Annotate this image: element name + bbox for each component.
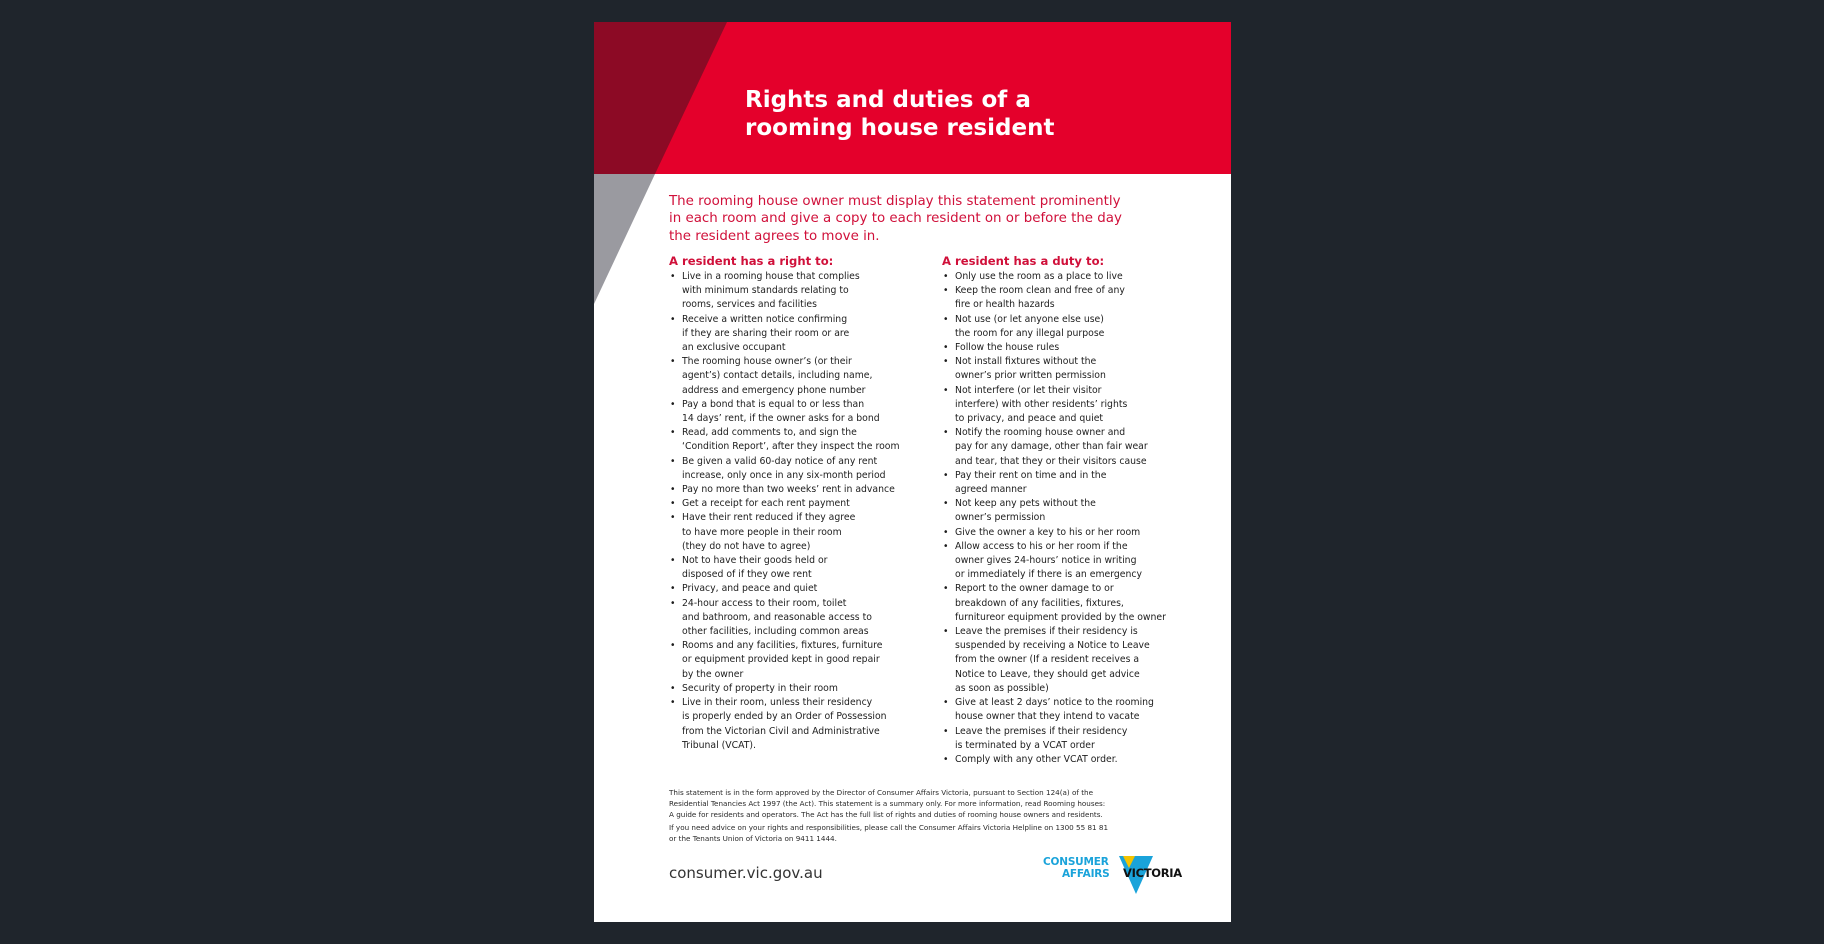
rights-item — [669, 313, 924, 356]
duties-item — [942, 355, 1202, 383]
rights-item — [669, 483, 924, 497]
rights-item-line: • Pay a bond that is equal to or less than — [682, 398, 865, 410]
rights-item-line: with minimum standards relating to — [682, 285, 849, 297]
rights-item-line: • Privacy, and peace and quiet — [682, 583, 818, 595]
rights-heading: A resident has a right to: — [669, 254, 834, 268]
duties-item-line: the room for any illegal purpose — [955, 327, 1105, 339]
intro-line: The rooming house owner must display this statement prominently — [669, 194, 1121, 209]
duties-item — [942, 313, 1202, 341]
rights-item-line: other facilities, including common areas — [682, 626, 869, 638]
duties-item — [942, 469, 1202, 497]
grey-wedge-shape — [594, 174, 656, 304]
page-title — [745, 86, 1145, 142]
logo-text-affairs: AFFAIRS — [1062, 868, 1110, 880]
duties-item-line: breakdown of any facilities, fixtures, — [955, 597, 1124, 609]
duties-item-line: • Pay their rent on time and in the — [955, 469, 1107, 481]
document-page — [594, 22, 1231, 922]
rights-item — [669, 511, 924, 554]
rights-item-line: disposed of if they owe rent — [682, 569, 812, 581]
rights-item — [669, 696, 924, 753]
rights-item — [669, 639, 924, 682]
duties-item — [942, 341, 1202, 355]
rights-item-line: increase, only once in any six-month period — [682, 469, 886, 481]
rights-item — [669, 426, 924, 454]
intro-line: in each room and give a copy to each resident on or before the day — [669, 211, 1122, 227]
duties-item-line: • Comply with any other VCAT order. — [955, 753, 1118, 765]
duties-item — [942, 284, 1202, 312]
duties-item-line: • Only use the room as a place to live — [955, 271, 1123, 282]
duties-item-line: • Leave the premises if their residency — [955, 725, 1128, 737]
rights-item-line: an exclusive occupant — [682, 342, 786, 354]
duties-item-line: • Not install fixtures without the — [955, 356, 1097, 368]
duties-item — [942, 582, 1202, 625]
rights-item — [669, 497, 924, 511]
duties-item-line: from the owner (If a resident receives a — [955, 654, 1140, 666]
duties-item-line: • Allow access to his or her room if the — [955, 540, 1128, 552]
duties-item-line: house owner that they intend to vacate — [955, 711, 1140, 723]
rights-item-line: • 24-hour access to their room, toilet — [682, 597, 847, 609]
rights-column — [669, 254, 924, 753]
rights-item-line: • Rooms and any facilities, fixtures, furniture — [682, 640, 883, 652]
duties-item-line: • Notify the rooming house owner and — [955, 427, 1126, 439]
duties-item-line: suspended by receiving a Notice to Leave — [955, 640, 1150, 652]
duties-item-line: • Not keep any pets without the — [955, 498, 1096, 510]
duties-item — [942, 526, 1202, 540]
duties-item-line: furnitureor equipment provided by the owner — [955, 611, 1166, 623]
duties-item-line: owner’s prior written permission — [955, 370, 1106, 382]
duties-item-line: • Report to the owner damage to or — [955, 583, 1114, 595]
duties-item — [942, 725, 1202, 753]
rights-item-line: • Security of property in their room — [682, 682, 838, 694]
rights-item-line: • Receive a written notice confirming — [682, 313, 848, 325]
footnote-line: Residential Tenancies Act 1997 (the Act). This statement is a summary only. For more information, read Rooming houses: — [669, 799, 1106, 809]
duties-item-line: fire or health hazards — [955, 299, 1055, 311]
duties-heading: A resident has a duty to: — [942, 254, 1105, 268]
rights-item-line: • Read, add comments to, and sign the — [682, 427, 857, 439]
rights-item — [669, 355, 924, 398]
rights-item-line: • Live in their room, unless their residency — [682, 697, 873, 709]
rights-item-line: • Pay no more than two weeks’ rent in advance — [682, 484, 895, 496]
rights-item-line: if they are sharing their room or are — [682, 327, 850, 339]
duties-item — [942, 426, 1202, 469]
duties-item-line: pay for any damage, other than fair wear — [955, 441, 1148, 453]
rights-item — [669, 398, 924, 426]
duties-item-line: or immediately if there is an emergency — [955, 569, 1143, 581]
duties-item-line: owner’s permission — [955, 512, 1046, 524]
rights-item-line: by the owner — [682, 668, 744, 680]
duties-item — [942, 696, 1202, 724]
rights-item-line: • The rooming house owner’s (or their — [682, 356, 852, 368]
duties-item-line: • Keep the room clean and free of any — [955, 285, 1125, 297]
duties-item — [942, 270, 1202, 284]
rights-item-line: or equipment provided kept in good repair — [682, 654, 880, 666]
duties-item-line: owner gives 24-hours’ notice in writing — [955, 555, 1137, 567]
rights-item-line: to have more people in their room — [682, 526, 842, 538]
duties-item — [942, 753, 1202, 767]
rights-item — [669, 597, 924, 640]
rights-item-line: from the Victorian Civil and Administrative — [682, 725, 880, 737]
rights-item-line: ‘Condition Report’, after they inspect the room — [682, 441, 900, 453]
footnote-line: If you need advice on your rights and responsibilities, please call the Consumer Affairs Victoria Helpline on 1300 55 81 81 — [669, 822, 1109, 832]
rights-item — [669, 455, 924, 483]
footnote-line: A guide for residents and operators. The Act has the full list of rights and duties of rooming house owners and residents. — [669, 810, 1103, 820]
rights-list — [669, 270, 924, 753]
rights-item-line: • Not to have their goods held or — [682, 555, 828, 567]
duties-item-line: and tear, that they or their visitors cause — [955, 455, 1147, 467]
footnote-line: This statement is in the form approved by the Director of Consumer Affairs Victoria, pursuant to Section 124(a) of the — [669, 788, 1094, 797]
duties-item — [942, 625, 1202, 696]
page-title-line: rooming house resident — [745, 115, 1055, 141]
duties-item-line: is terminated by a VCAT order — [955, 739, 1095, 751]
consumer-affairs-victoria-logo — [1043, 856, 1193, 900]
rights-item-line: • Be given a valid 60-day notice of any rent — [682, 455, 878, 467]
page-title-line: Rights and duties of a — [745, 87, 1031, 113]
duties-item-line: interfere) with other residents’ rights — [955, 398, 1128, 410]
website-url: consumer.vic.gov.au — [669, 864, 823, 882]
duties-column — [942, 254, 1202, 767]
duties-item-line: Notice to Leave, they should get advice — [955, 668, 1140, 680]
rights-item-line: • Live in a rooming house that complies — [682, 271, 860, 282]
rights-item-line: rooms, services and facilities — [682, 299, 817, 311]
intro-line: the resident agrees to move in. — [669, 228, 880, 244]
duties-item-line: • Give the owner a key to his or her room — [955, 526, 1141, 538]
duties-item — [942, 497, 1202, 525]
duties-list — [942, 270, 1202, 767]
duties-item-line: • Leave the premises if their residency is — [955, 626, 1138, 638]
duties-item-line: as soon as possible) — [955, 682, 1049, 694]
logo-text-victoria: VICTORIA — [1123, 866, 1182, 880]
rights-item-line: • Get a receipt for each rent payment — [682, 498, 850, 510]
duties-item-line: to privacy, and peace and quiet — [955, 413, 1104, 425]
rights-item-line: Tribunal (VCAT). — [682, 739, 757, 751]
rights-item-line: address and emergency phone number — [682, 384, 866, 396]
rights-item-line: 14 days’ rent, if the owner asks for a bond — [682, 413, 880, 425]
duties-item-line: • Follow the house rules — [955, 342, 1060, 354]
rights-item — [669, 270, 924, 313]
rights-item-line: and bathroom, and reasonable access to — [682, 611, 872, 623]
rights-item-line: • Have their rent reduced if they agree — [682, 512, 856, 524]
duties-item — [942, 540, 1202, 583]
rights-item-line: (they do not have to agree) — [682, 540, 811, 552]
duties-item-line: • Not interfere (or let their visitor — [955, 384, 1102, 396]
footnote — [669, 787, 1189, 844]
duties-item-line: • Not use (or let anyone else use) — [955, 313, 1104, 325]
logo-text-consumer: CONSUMER — [1043, 856, 1109, 868]
duties-item — [942, 384, 1202, 427]
duties-item-line: agreed manner — [955, 484, 1027, 496]
rights-item-line: is properly ended by an Order of Possession — [682, 711, 887, 723]
footnote-line: or the Tenants Union of Victoria on 9411 1444. — [669, 833, 837, 843]
rights-item — [669, 682, 924, 696]
rights-item-line: agent’s) contact details, including name, — [682, 370, 873, 382]
rights-item — [669, 582, 924, 596]
intro-statement — [669, 193, 1139, 245]
rights-item — [669, 554, 924, 582]
duties-item-line: • Give at least 2 days’ notice to the rooming — [955, 697, 1154, 709]
